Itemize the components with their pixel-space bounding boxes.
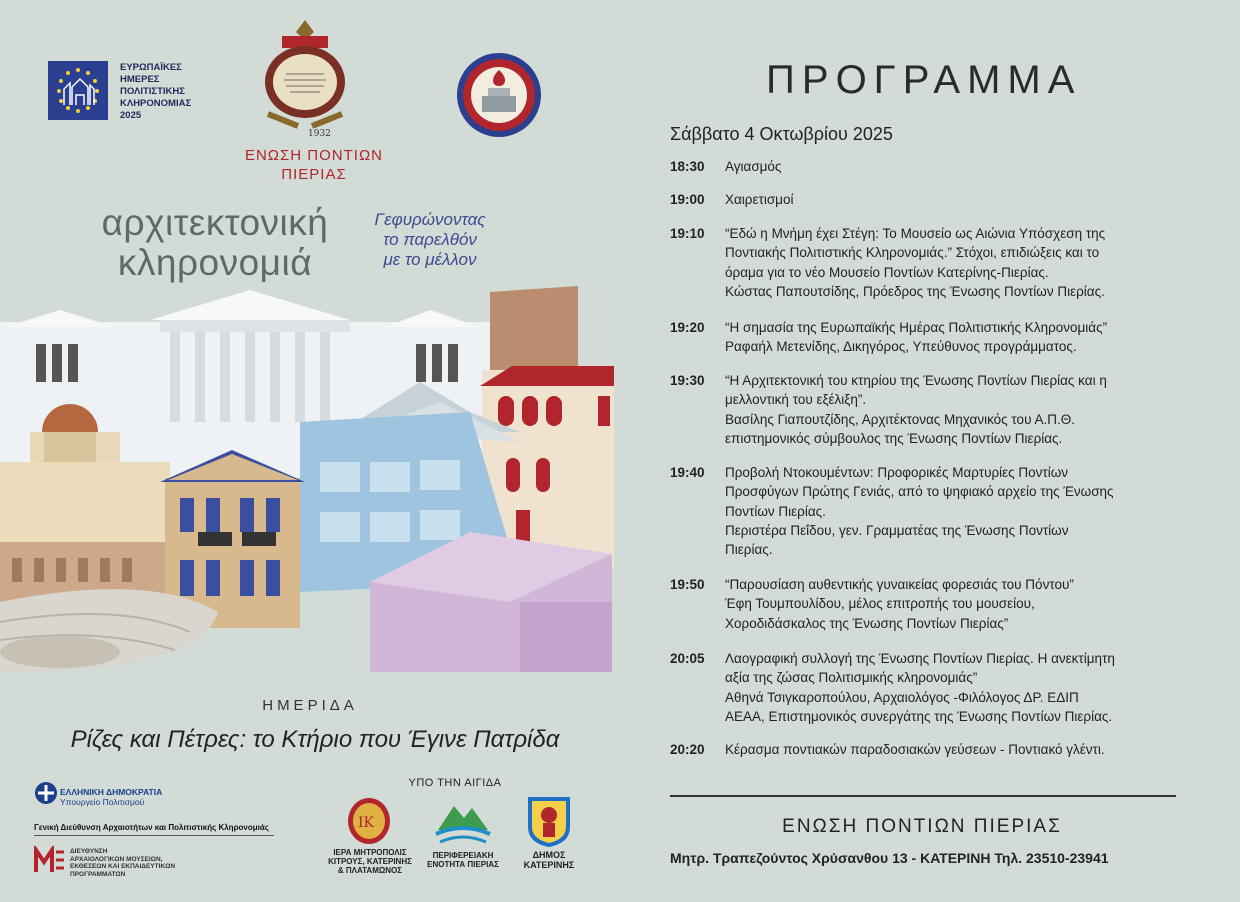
municipality-label: ΔΗΜΟΣ ΚΑΤΕΡΙΝΗΣ xyxy=(523,850,575,870)
union-emblem xyxy=(258,18,352,140)
program-time: 19:10 xyxy=(670,226,705,241)
program-time: 19:40 xyxy=(670,465,705,480)
eu-heritage-text: ΕΥΡΩΠΑΪΚΕΣ ΗΜΕΡΕΣ ΠΟΛΙΤΙΣΤΙΚΗΣ ΚΛΗΡΟΝΟΜΙΑΣ 2025 xyxy=(120,62,192,121)
metropolis-seal-icon xyxy=(346,796,392,851)
municipality-crest-icon xyxy=(524,793,574,854)
svg-text:ΙΚ: ΙΚ xyxy=(358,815,374,831)
program-description: Προβολή Ντοκουμέντων: Προφορικές Μαρτυρίες Ποντίων Προσφύγων Πρώτης Γενιάς, από το ψηφιακό αρχείο της Ένωσης Ποντίων Πιερίας. Περιστέρα Πεΐδου, γεν. Γραμματέας της Ένωσης Ποντίων Πιερίας. xyxy=(725,465,1114,558)
directorate-label: Γενική Διεύθυνση Αρχαιοτήτων και Πολιτιστικής Κληρονομιάς xyxy=(34,823,274,836)
program-description: Χαιρετισμοί xyxy=(725,192,794,207)
program-time: 18:30 xyxy=(670,159,705,174)
program-date: Σάββατο 4 Οκτωβρίου 2025 xyxy=(670,124,893,144)
program-item xyxy=(670,371,1200,448)
footer-organizer: ΕΝΩΣΗ ΠΟΝΤΙΩΝ ΠΙΕΡΙΑΣ xyxy=(782,816,1062,837)
program-item xyxy=(670,649,1200,726)
greek-emblem-icon xyxy=(34,781,58,810)
footer-address: Μητρ. Τραπεζούντος Χρύσανθου 13 - ΚΑΤΕΡΙΝΗ Τηλ. 23510-23941 xyxy=(670,850,1109,866)
program-description: Λαογραφική συλλογή της Ένωσης Ποντίων Πιερίας. Η ανεκτίμητη αξία της ζώσας Πολιτισμικής κληρονομιάς” Αθηνά Τσιγκαροπούλου, Αρχαιολόγος -Φιλόλογος ΔΡ. ΕΔΙΠ ΑΕΑΑ, Επιστημονικός συνεργάτης της Ένωσης Ποντίων Πιερίας. xyxy=(725,651,1115,724)
eu-heritage-logo xyxy=(48,61,108,120)
museums-directorate: ΔΙΕΥΘΥΝΣΗ ΑΡΧΑΙΟΛΟΓΙΚΩΝ ΜΟΥΣΕΙΩΝ, ΕΚΘΕΣΕΩΝ ΚΑΙ ΕΚΠΑΙΔΕΥΤΙΚΩΝ ΠΡΟΓΡΑΜΜΑΤΩΝ xyxy=(70,848,176,878)
region-label: ΠΕΡΙΦΕΡΕΙΑΚΗ ΕΝΟΤΗΤΑ ΠΙΕΡΙΑΣ xyxy=(427,851,499,869)
program-time: 19:00 xyxy=(670,192,705,207)
region-logo-icon xyxy=(434,800,492,851)
program-description: Αγιασμός xyxy=(725,159,782,174)
program-description: “Παρουσίαση αυθεντικής γυναικείας φορεσιάς του Πόντου” Έφη Τουμπουλίδου, μέλος επιτροπής του μουσείου, Χοροδιδάσκαλος της Ένωσης Ποντίων Πιερίας” xyxy=(725,577,1074,631)
program-time: 19:20 xyxy=(670,320,705,335)
poster-title: αρχιτεκτονική κληρονομιά xyxy=(101,202,329,283)
federation-seal xyxy=(456,52,542,138)
program-description: “Εδώ η Μνήμη έχει Στέγη: Το Μουσείο ως Αιώνια Υπόσχεση της Ποντιακής Πολιτιστικής Κληρονομιάς.” Στόχοι, επιδιώξεις και το όραμα για το νέο Μουσείο Ποντίων Κατερίνης-Πιερίας. Κώστας Παπουτσίδης, Πρόεδρος της Ένωσης Ποντίων Πιερίας. xyxy=(725,226,1106,299)
event-title: Ρίζες και Πέτρες: το Κτήριο που Έγινε Πατρίδα xyxy=(70,726,560,753)
program-item xyxy=(670,190,1200,209)
footer-divider xyxy=(670,795,1176,797)
program-time: 20:20 xyxy=(670,742,705,757)
program-item xyxy=(670,318,1200,357)
svg-text:1932: 1932 xyxy=(308,129,331,139)
program-description: Κέρασμα ποντιακών παραδοσιακών γεύσεων - Ποντιακό γλέντι. xyxy=(725,742,1105,757)
aegis-label: ΥΠΟ ΤΗΝ ΑΙΓΙΔΑ xyxy=(408,777,502,789)
program-item xyxy=(670,463,1200,559)
program-time: 20:05 xyxy=(670,651,705,666)
program-item xyxy=(670,575,1200,633)
program-item xyxy=(670,157,1200,176)
architecture-illustration xyxy=(0,282,622,677)
program-heading: ΠΡΟΓΡΑΜΜΑ xyxy=(766,58,1082,102)
program-time: 19:30 xyxy=(670,373,705,388)
program-description: “Η Αρχιτεκτονική του κτηρίου της Ένωσης Ποντίων Πιερίας και η μελλοντική του εξέλιξη”. Βασίλης Γιαπουτζίδης, Αρχιτέκτονας Μηχανικός του Α.Π.Θ. επιστημονικός σύμβουλος της Ένωσης Ποντίων Πιερίας. xyxy=(725,373,1107,446)
program-time: 19:50 xyxy=(670,577,705,592)
program-item xyxy=(670,224,1200,301)
program-description: “Η σημασία της Ευρωπαϊκής Ημέρας Πολιτιστικής Κληρονομιάς” Ραφαήλ Μετενίδης, Δικηγόρος, Υπεύθυνος προγράμματος. xyxy=(725,320,1108,355)
ministry-of-culture: ΕΛΛΗΝΙΚΗ ΔΗΜΟΚΡΑΤΙΑ Υπουργείο Πολιτισμού xyxy=(60,787,163,807)
program-item xyxy=(670,740,1200,759)
poster-tagline: Γεφυρώνοντας το παρελθόν με το μέλλον xyxy=(374,210,486,269)
event-type: ΗΜΕΡΙΔΑ xyxy=(262,697,358,714)
organizer-name: ΕΝΩΣΗ ΠΟΝΤΙΩΝ ΠΙΕΡΙΑΣ xyxy=(244,147,384,183)
museums-logo-icon xyxy=(34,846,66,879)
metropolis-label: ΙΕΡΑ ΜΗΤΡΟΠΟΛΙΣ ΚΙΤΡΟΥΣ, ΚΑΤΕΡΙΝΗΣ & ΠΛΑΤΑΜΩΝΟΣ xyxy=(328,848,412,875)
